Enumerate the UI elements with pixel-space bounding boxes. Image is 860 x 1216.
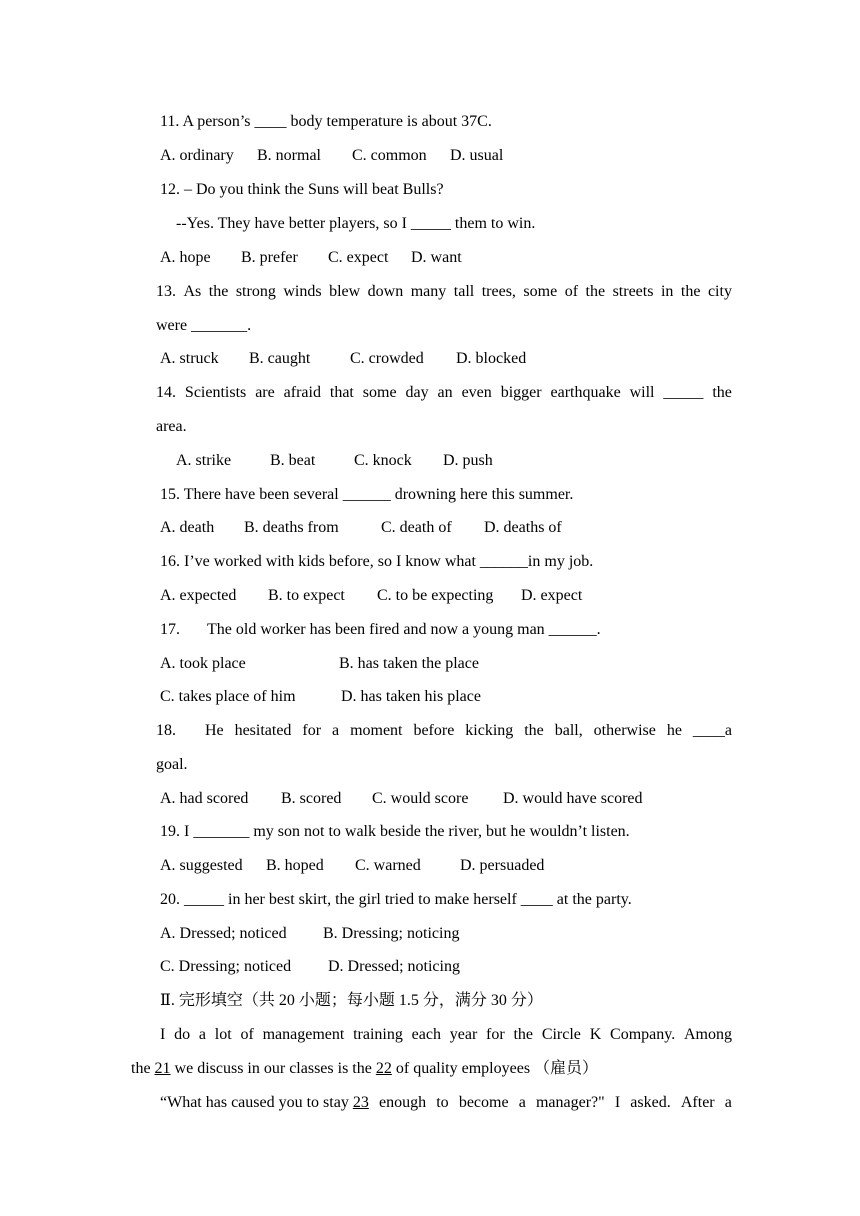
q17-option-b: B. has taken the place [339, 655, 479, 672]
q18-option-c: C. would score [372, 790, 469, 807]
q17-option-a: A. took place [160, 655, 246, 672]
question-13-stem: 13. As the strong winds blew down many tall trees, some of the streets in the city [156, 283, 732, 300]
q20-option-d: D. Dressed; noticing [328, 958, 460, 975]
passage-line-2: the 21 we discuss in our classes is the 22 of quality employees （雇员） [131, 1060, 599, 1077]
question-14-stem-cont: area. [156, 418, 187, 435]
q18-option-b: B. scored [281, 790, 342, 807]
blank-22: 22 [375, 1060, 392, 1077]
q14-option-b: B. beat [270, 452, 316, 469]
question-12-stem: 12. – Do you think the Suns will beat Bulls? [160, 181, 444, 198]
q15-option-a: A. death [160, 519, 215, 536]
q18-option-d: D. would have scored [503, 790, 643, 807]
q17-option-c: C. takes place of him [160, 688, 296, 705]
q13-option-c: C. crowded [350, 350, 424, 367]
question-11-stem: 11. A person’s ____ body temperature is about 37C. [160, 113, 492, 130]
section-heading-cloze: Ⅱ. 完形填空（共 20 小题；每小题 1.5 分，满分 30 分） [160, 992, 543, 1009]
q13-option-d: D. blocked [456, 350, 527, 367]
q11-option-a: A. ordinary [160, 147, 234, 164]
q19-option-a: A. suggested [160, 857, 243, 874]
q13-option-b: B. caught [249, 350, 311, 367]
q15-option-d: D. deaths of [484, 519, 562, 536]
q20-option-a: A. Dressed; noticed [160, 925, 287, 942]
q19-option-c: C. warned [355, 857, 421, 874]
q16-option-b: B. to expect [268, 587, 345, 604]
q14-option-c: C. knock [354, 452, 412, 469]
passage-line-1: I do a lot of management training each year for the Circle K Company. Among [160, 1026, 732, 1043]
q19-option-d: D. persuaded [460, 857, 545, 874]
q15-option-b: B. deaths from [244, 519, 339, 536]
q12-option-d: D. want [411, 249, 462, 266]
q20-option-b: B. Dressing; noticing [323, 925, 460, 942]
blank-21: 21 [154, 1060, 171, 1077]
question-13-stem-cont: were _______. [156, 317, 252, 334]
passage-line-3: “What has caused you to stay 23 enough to become a manager?" I asked. After a [160, 1094, 732, 1111]
q11-option-c: C. common [352, 147, 427, 164]
question-17-number: 17. [160, 621, 180, 638]
q12-option-c: C. expect [328, 249, 389, 266]
q14-option-d: D. push [443, 452, 493, 469]
question-16-stem: 16. I’ve worked with kids before, so I know what ______in my job. [160, 553, 594, 570]
q16-option-a: A. expected [160, 587, 237, 604]
q13-option-a: A. struck [160, 350, 219, 367]
q12-option-b: B. prefer [241, 249, 298, 266]
q20-option-c: C. Dressing; noticed [160, 958, 292, 975]
blank-23: 23 [352, 1094, 369, 1111]
q12-option-a: A. hope [160, 249, 211, 266]
question-18-stem: 18. He hesitated for a moment before kicking the ball, otherwise he ____a [156, 722, 732, 739]
question-18-stem-cont: goal. [156, 756, 188, 773]
q15-option-c: C. death of [381, 519, 452, 536]
q11-option-d: D. usual [450, 147, 504, 164]
q19-option-b: B. hoped [266, 857, 324, 874]
q11-option-b: B. normal [257, 147, 321, 164]
question-19-stem: 19. I _______ my son not to walk beside the river, but he wouldn’t listen. [160, 823, 630, 840]
q16-option-c: C. to be expecting [377, 587, 494, 604]
question-20-stem: 20. _____ in her best skirt, the girl tried to make herself ____ at the party. [160, 891, 632, 908]
q18-option-a: A. had scored [160, 790, 249, 807]
question-14-stem: 14. Scientists are afraid that some day an even bigger earthquake will _____ the [156, 384, 732, 401]
question-12-reply: --Yes. They have better players, so I _____ them to win. [176, 215, 536, 232]
q14-option-a: A. strike [176, 452, 232, 469]
q17-option-d: D. has taken his place [341, 688, 481, 705]
question-17-stem: The old worker has been fired and now a young man ______. [207, 621, 601, 638]
q16-option-d: D. expect [521, 587, 583, 604]
question-15-stem: 15. There have been several ______ drowning here this summer. [160, 486, 574, 503]
